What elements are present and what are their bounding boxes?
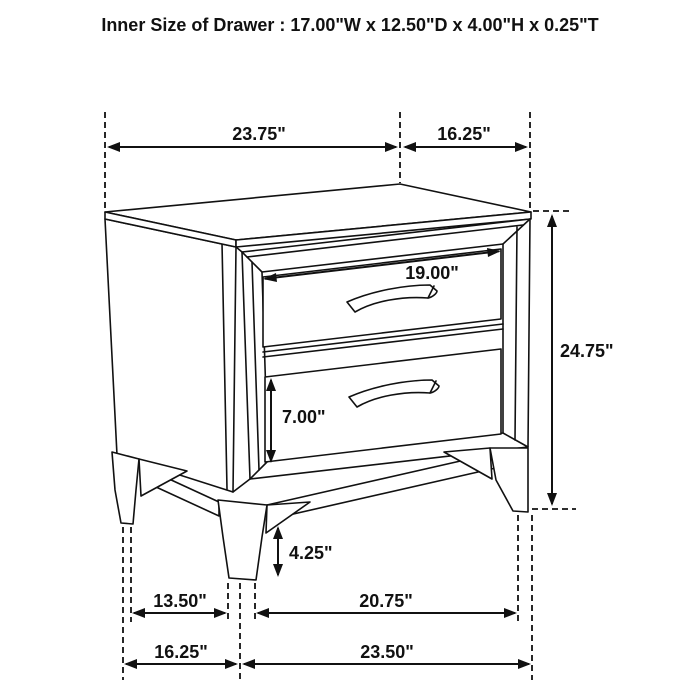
back-left-leg (112, 452, 139, 524)
arrow-overall-height (547, 214, 557, 506)
dimension-label-leg-spacing-front: 20.75" (359, 591, 413, 611)
top-bevel-join (236, 247, 242, 252)
dimension-label-base-width: 23.50" (360, 642, 414, 662)
dimension-label-leg-height: 4.25" (289, 543, 333, 563)
carcass-bottom-corner (233, 479, 250, 492)
front-left-leg-bracket (266, 502, 310, 533)
page-title: Inner Size of Drawer : 17.00"W x 12.50"D x 4.00"H x 0.25"T (101, 15, 599, 35)
dimension-label-top-width: 23.75" (232, 124, 286, 144)
front-left-leg (218, 500, 267, 580)
arrow-leg-height (273, 526, 283, 577)
dimension-label-leg-spacing-side: 13.50" (153, 591, 207, 611)
dimension-label-base-depth: 16.25" (154, 642, 208, 662)
dimension-label-overall-height: 24.75" (560, 341, 614, 361)
dimension-label-top-depth: 16.25" (437, 124, 491, 144)
nightstand-drawing (105, 184, 531, 580)
dimension-label-drawer-height: 7.00" (282, 407, 326, 427)
front-right-leg (490, 448, 528, 512)
side-panel (105, 219, 236, 492)
dimension-label-drawer-width: 19.00" (405, 263, 459, 283)
